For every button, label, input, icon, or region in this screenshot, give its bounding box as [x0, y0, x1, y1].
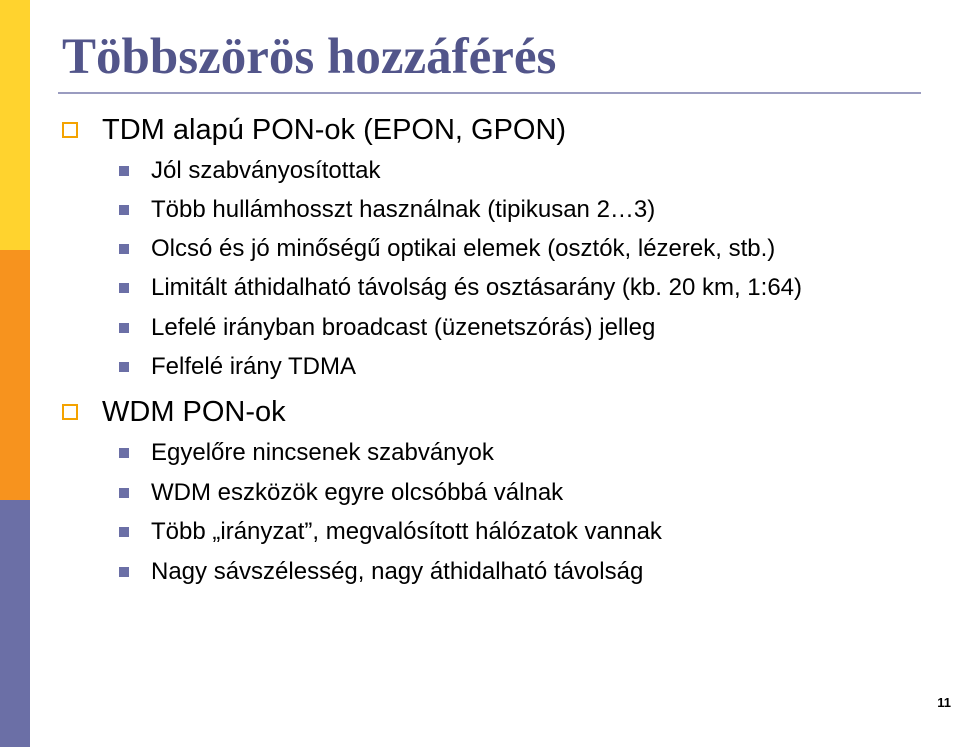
square-bullet-icon	[119, 205, 129, 215]
list-item	[119, 234, 775, 264]
section-heading-tdm	[62, 112, 566, 148]
list-item	[119, 438, 494, 468]
hollow-square-bullet-icon	[62, 404, 78, 420]
list-item	[119, 156, 380, 186]
list-item-text: Több „irányzat”, megvalósított hálózatok vannak	[151, 518, 662, 545]
list-item	[119, 517, 662, 547]
square-bullet-icon	[119, 488, 129, 498]
decorative-sidebar	[0, 0, 30, 747]
square-bullet-icon	[119, 244, 129, 254]
sidebar-band-purple	[0, 500, 30, 747]
list-item	[119, 195, 655, 225]
list-item	[119, 313, 655, 343]
list-item	[119, 557, 643, 587]
list-item-text: Limitált áthidalható távolság és osztásarány (kb. 20 km, 1:64)	[151, 274, 802, 301]
list-item	[119, 352, 356, 382]
section-heading-text: WDM PON-ok	[102, 395, 286, 428]
list-item-text: Nagy sávszélesség, nagy áthidalható távolság	[151, 558, 644, 585]
hollow-square-bullet-icon	[62, 122, 78, 138]
page-number: 11	[937, 695, 951, 710]
square-bullet-icon	[119, 362, 129, 372]
list-item-text: Egyelőre nincsenek szabványok	[151, 439, 494, 466]
sidebar-band-yellow	[0, 0, 30, 250]
square-bullet-icon	[119, 527, 129, 537]
section-heading-text: TDM alapú PON-ok (EPON, GPON)	[102, 113, 567, 146]
list-item-text: Lefelé irányban broadcast (üzenetszórás) jelleg	[151, 314, 656, 341]
list-item-text: Több hullámhosszt használnak (tipikusan 2…3)	[151, 196, 656, 223]
title-divider	[58, 92, 921, 94]
section-heading-wdm	[62, 394, 286, 430]
square-bullet-icon	[119, 567, 129, 577]
slide-title: Többszörös hozzáférés	[62, 29, 557, 85]
square-bullet-icon	[119, 283, 129, 293]
list-item-text: WDM eszközök egyre olcsóbbá válnak	[151, 479, 564, 506]
list-item	[119, 273, 802, 303]
square-bullet-icon	[119, 448, 129, 458]
square-bullet-icon	[119, 166, 129, 176]
square-bullet-icon	[119, 323, 129, 333]
sidebar-band-orange	[0, 250, 30, 500]
list-item-text: Olcsó és jó minőségű optikai elemek (osztók, lézerek, stb.)	[151, 235, 776, 262]
list-item-text: Felfelé irány TDMA	[151, 353, 356, 380]
list-item-text: Jól szabványosítottak	[151, 157, 381, 184]
list-item	[119, 478, 563, 508]
